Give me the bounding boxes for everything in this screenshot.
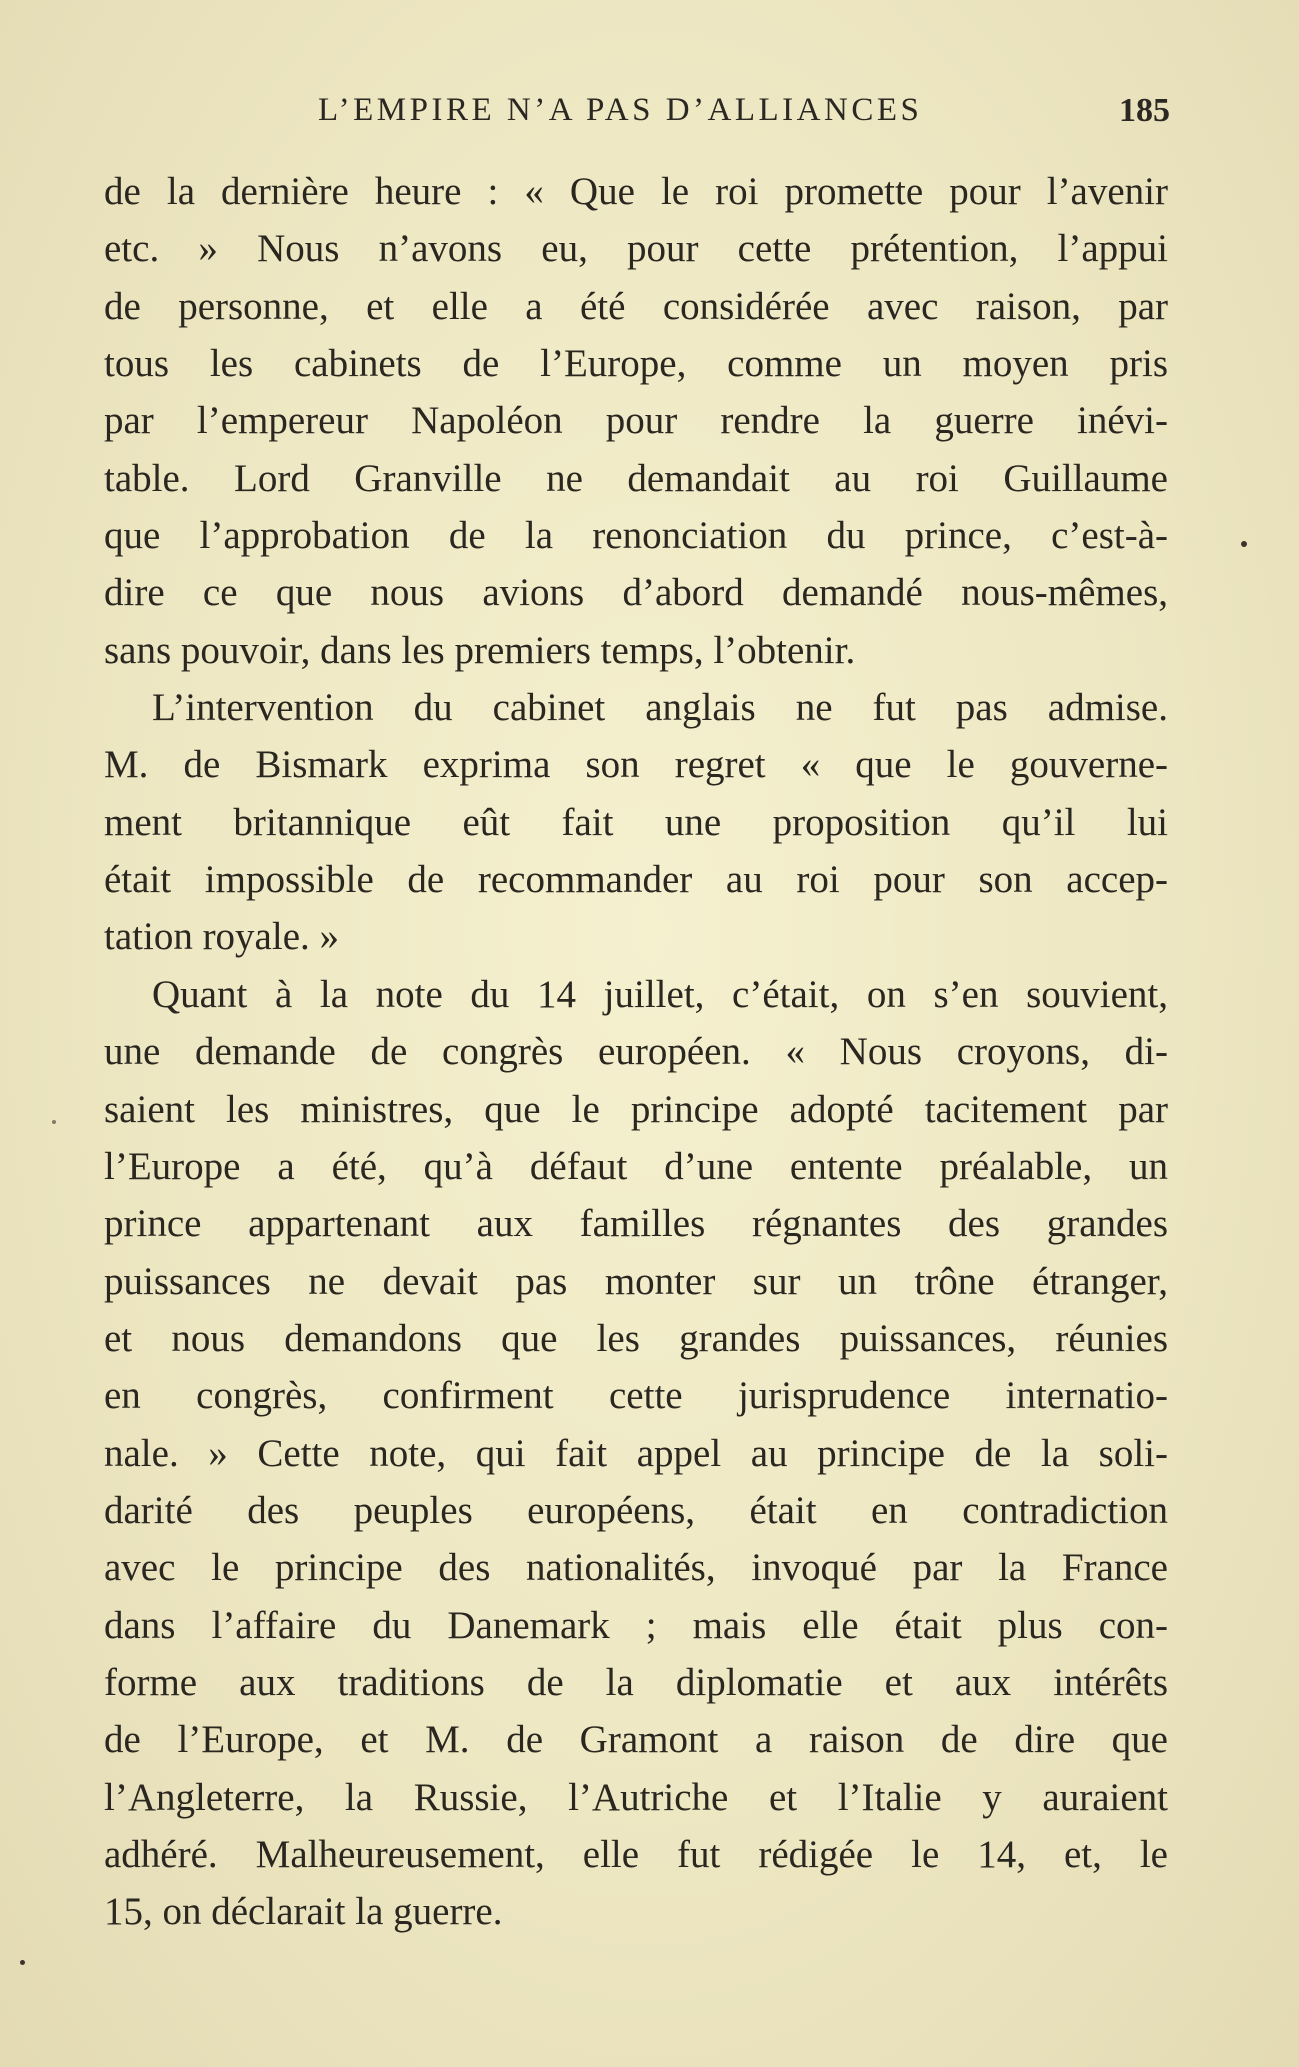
text-line: de la dernière heure : « Que le roi promette pour l’avenir xyxy=(104,170,1168,213)
text-line: dire ce que nous avions d’abord demandé nous-mêmes, xyxy=(104,571,1168,615)
text-line: et nous demandons que les grandes puissances, réunies xyxy=(104,1316,1168,1360)
text-line: L’intervention du cabinet anglais ne fut pas admise. xyxy=(152,686,1168,730)
text-line: puissances ne devait pas monter sur un trône étranger, xyxy=(104,1259,1168,1303)
text-line: saient les ministres, que le principe adopté tacitement par xyxy=(104,1087,1168,1131)
text-line: Quant à la note du 14 juillet, c’était, on s’en souvient, xyxy=(152,972,1168,1016)
text-line: table. Lord Granville ne demandait au roi Guillaume xyxy=(104,456,1168,500)
text-line: nale. » Cette note, qui fait appel au principe de la soli- xyxy=(104,1431,1168,1475)
running-head: L’EMPIRE N’A PAS D’ALLIANCES xyxy=(318,92,923,128)
text-line: l’Angleterre, la Russie, l’Autriche et l’Italie y auraient xyxy=(104,1775,1168,1819)
page-number: 185 xyxy=(1119,92,1170,129)
text-line: de l’Europe, et M. de Gramont a raison de dire que xyxy=(104,1718,1168,1762)
text-line: 15, on déclarait la guerre. xyxy=(104,1890,503,1934)
text-line: etc. » Nous n’avons eu, pour cette prétention, l’appui xyxy=(104,227,1168,271)
text-line: tation royale. » xyxy=(104,915,340,959)
text-line: que l’approbation de la renonciation du prince, c’est-à- xyxy=(104,514,1168,558)
text-line: prince appartenant aux familles régnantes des grandes xyxy=(104,1202,1168,1246)
text-line: M. de Bismark exprima son regret « que le gouverne- xyxy=(104,743,1168,787)
text-line: sans pouvoir, dans les premiers temps, l’obtenir. xyxy=(104,628,856,672)
print-speck xyxy=(1241,541,1247,547)
text-line: en congrès, confirment cette jurisprudence internatio- xyxy=(104,1374,1168,1418)
text-line: tous les cabinets de l’Europe, comme un moyen pris xyxy=(104,342,1168,386)
print-speck xyxy=(20,1960,25,1965)
text-line: l’Europe a été, qu’à défaut d’une entente préalable, un xyxy=(104,1144,1168,1188)
body-text xyxy=(104,163,1168,1941)
text-line: ment britannique eût fait une proposition qu’il lui xyxy=(104,800,1168,844)
text-line: était impossible de recommander au roi pour son accep- xyxy=(104,858,1168,902)
text-line: darité des peuples européens, était en contradiction xyxy=(104,1488,1168,1532)
text-line: par l’empereur Napoléon pour rendre la guerre inévi- xyxy=(104,399,1168,443)
text-line: forme aux traditions de la diplomatie et aux intérêts xyxy=(104,1660,1168,1704)
text-line: dans l’affaire du Danemark ; mais elle était plus con- xyxy=(104,1603,1168,1647)
text-line: adhéré. Malheureusement, elle fut rédigée le 14, et, le xyxy=(104,1832,1168,1876)
text-line: une demande de congrès européen. « Nous croyons, di- xyxy=(104,1030,1168,1074)
text-line: avec le principe des nationalités, invoqué par la France xyxy=(104,1546,1168,1590)
page-header xyxy=(318,92,1170,140)
print-speck xyxy=(52,1120,56,1124)
text-line: de personne, et elle a été considérée avec raison, par xyxy=(104,284,1168,328)
